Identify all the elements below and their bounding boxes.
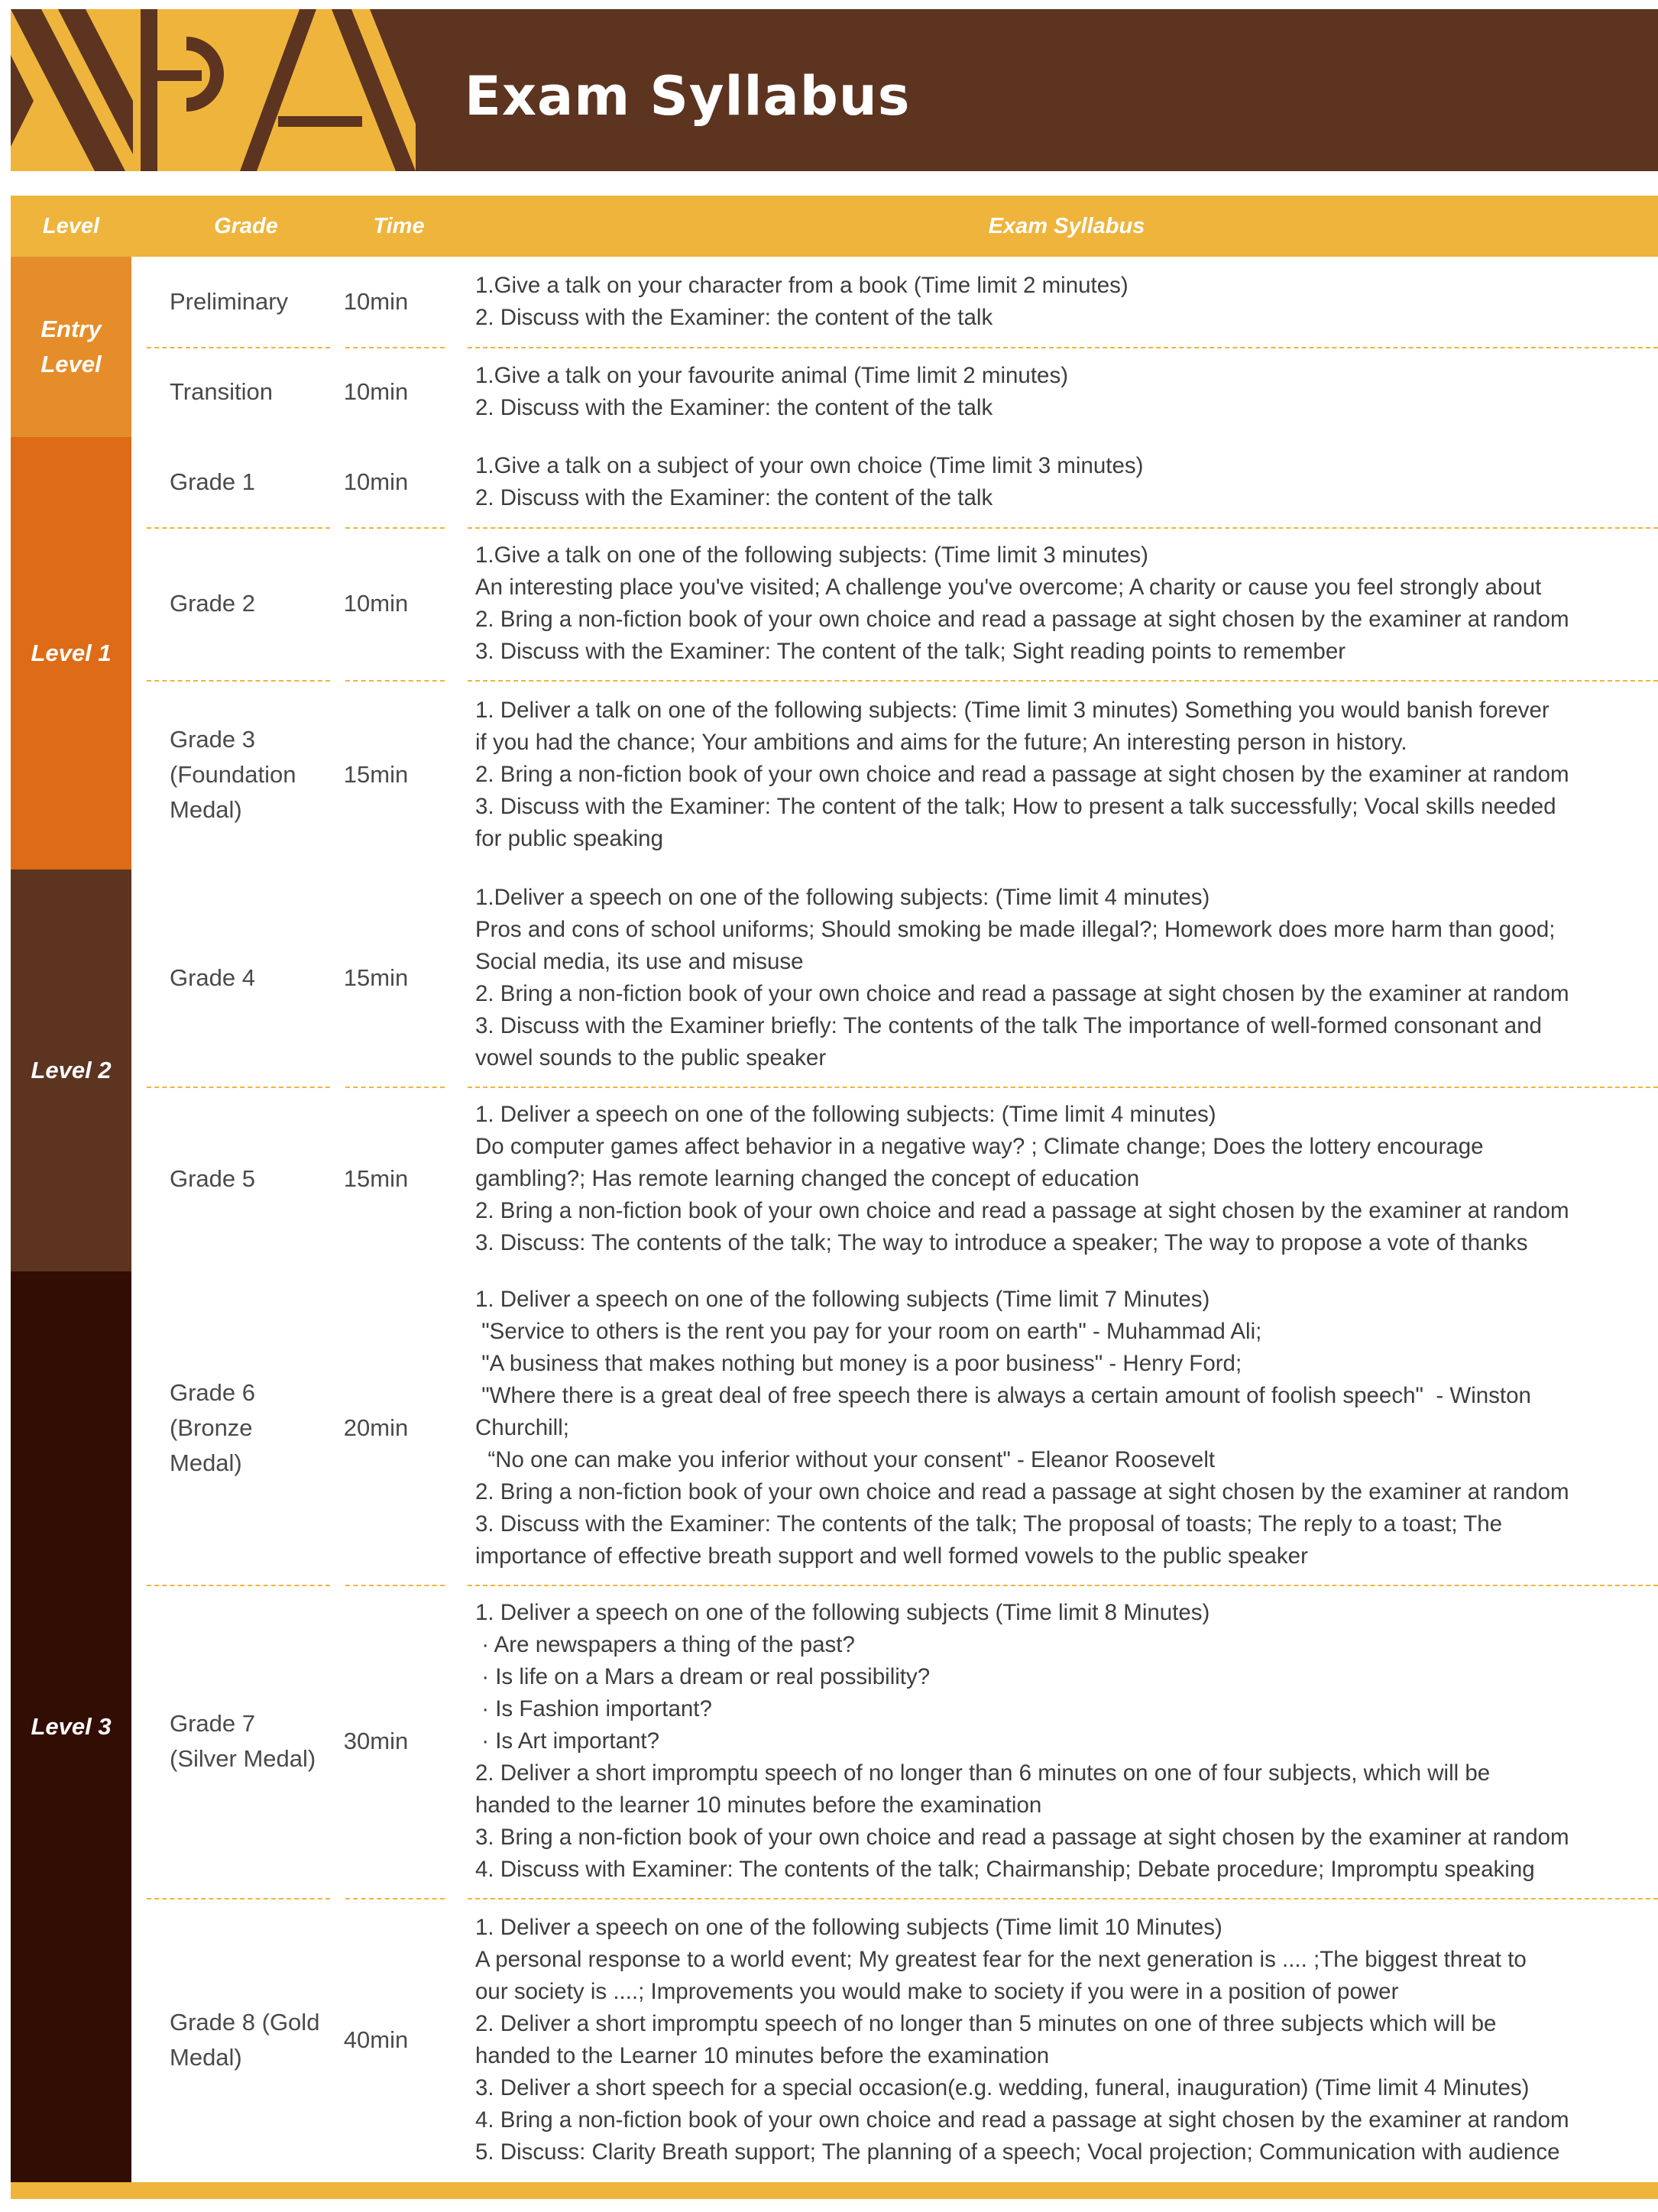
time-cell: 40min — [343, 2026, 409, 2053]
syllabus-line: handed to the Learner 10 minutes before the examination — [475, 2043, 1050, 2068]
syllabus-line: 3. Discuss with the Examiner: The content of the talk; Sight reading points to remember — [475, 639, 1346, 664]
grade-cell: Grade 2 — [170, 590, 256, 617]
syllabus-line: 3. Discuss with the Examiner: The contents of the talk; The proposal of toasts; The reply to a toast; The — [475, 1511, 1503, 1537]
level-label: Entry Level — [40, 316, 102, 377]
syllabus-line: · Is Fashion important? — [475, 1696, 712, 1721]
syllabus-cell — [475, 527, 1652, 680]
table-row — [131, 1585, 1658, 1898]
grade-cell: Grade 5 — [170, 1165, 256, 1192]
grade-cell: Grade 6 (Bronze Medal) — [170, 1379, 256, 1476]
level-label: Level 1 — [31, 640, 112, 666]
syllabus-line: if you had the chance; Your ambitions and aims for the future; An interesting person in history. — [475, 730, 1407, 755]
footer-bar — [11, 2182, 1658, 2199]
grade-cell: Grade 3 (Foundation Medal) — [170, 726, 296, 823]
syllabus-line: 2. Deliver a short impromptu speech of no longer than 6 minutes on one of four subjects, which will be — [475, 1760, 1491, 1786]
syllabus-line: Do computer games affect behavior in a negative way? ; Climate change; Does the lottery encourage — [475, 1134, 1484, 1159]
syllabus-line: 2. Discuss with the Examiner: the content of the talk — [475, 395, 993, 420]
syllabus-line: 3. Deliver a short speech for a special occasion(e.g. wedding, funeral, inauguration) (Time limit 4 Minutes) — [475, 2075, 1530, 2100]
page-title: Exam Syllabus — [465, 65, 911, 128]
table-header — [11, 196, 1658, 257]
time-cell: 15min — [343, 761, 409, 788]
time-cell: 10min — [343, 378, 409, 405]
syllabus-line: 2. Discuss with the Examiner: the content of the talk — [475, 485, 993, 510]
time-cell: 15min — [343, 964, 409, 991]
syllabus-line: "Service to others is the rent you pay for your room on earth" - Muhammad Ali; — [475, 1319, 1262, 1344]
syllabus-line: Social media, its use and misuse — [475, 949, 804, 974]
column-header-syllabus: Exam Syllabus — [988, 214, 1145, 238]
syllabus-line: 2. Bring a non-fiction book of your own choice and read a passage at sight chosen by the examiner at random — [475, 762, 1569, 787]
syllabus-line: 1.Deliver a speech on one of the following subjects: (Time limit 4 minutes) — [475, 885, 1210, 910]
syllabus-line: 1.Give a talk on your favourite animal (Time limit 2 minutes) — [475, 363, 1069, 388]
syllabus-line: 1. Deliver a talk on one of the following subjects: (Time limit 3 minutes) Something you would banish forever — [475, 698, 1550, 723]
syllabus-line: 2. Bring a non-fiction book of your own choice and read a passage at sight chosen by the examiner at random — [475, 607, 1569, 632]
level-cell-level-3 — [11, 1271, 131, 2182]
table-row — [131, 680, 1658, 870]
syllabus-line: 2. Bring a non-fiction book of your own choice and read a passage at sight chosen by the examiner at random — [475, 981, 1569, 1006]
syllabus-line: importance of effective breath support and well formed vowels to the public speaker — [475, 1543, 1308, 1569]
syllabus-line: 1. Deliver a speech on one of the following subjects: (Time limit 4 minutes) — [475, 1102, 1216, 1127]
syllabus-line: Pros and cons of school uniforms; Should smoking be made illegal?; Homework does more harm than good; — [475, 917, 1556, 942]
grade-cell: Grade 4 — [170, 964, 256, 991]
time-cell: 20min — [343, 1414, 409, 1441]
table-row — [131, 1087, 1658, 1271]
time-cell: 15min — [343, 1165, 409, 1192]
syllabus-line: our society is ....; Improvements you would make to society if you were in a position of power — [475, 1979, 1399, 2004]
syllabus-line: 4. Bring a non-fiction book of your own choice and read a passage at sight chosen by the examiner at random — [475, 2107, 1569, 2133]
grade-cell: Grade 7 (Silver Medal) — [170, 1710, 316, 1772]
level-cell-level-1 — [11, 437, 131, 870]
table-row — [131, 257, 1658, 347]
syllabus-line: Churchill; — [475, 1415, 569, 1440]
time-cell: 10min — [343, 468, 409, 495]
column-header-time: Time — [373, 214, 425, 238]
syllabus-line: gambling?; Has remote learning changed the concept of education — [475, 1166, 1140, 1191]
column-header-level: Level — [42, 214, 100, 238]
table-row — [131, 437, 1658, 527]
nea-logo-icon — [11, 9, 416, 171]
table-row — [131, 347, 1658, 437]
syllabus-line: · Are newspapers a thing of the past? — [475, 1632, 855, 1657]
level-cell-level-2 — [11, 870, 131, 1271]
table-row — [131, 527, 1658, 680]
syllabus-line: 3. Discuss with the Examiner: The content of the talk; How to present a talk successfully; Vocal skills needed — [475, 794, 1556, 819]
syllabus-line: 3. Bring a non-fiction book of your own choice and read a passage at sight chosen by the examiner at random — [475, 1825, 1569, 1850]
syllabus-line: "A business that makes nothing but money is a poor business" - Henry Ford; — [475, 1351, 1242, 1376]
syllabus-table — [11, 196, 1658, 2199]
syllabus-line: vowel sounds to the public speaker — [475, 1045, 827, 1070]
table-row — [131, 870, 1658, 1087]
table-row — [131, 1898, 1658, 2182]
syllabus-line: 2. Discuss with the Examiner: the content of the talk — [475, 305, 993, 330]
level-cell-entry — [11, 257, 131, 437]
syllabus-line: 4. Discuss with Examiner: The contents of the talk; Chairmanship; Debate procedure; Impromptu speaking — [475, 1857, 1535, 1882]
level-label: Level 2 — [31, 1057, 112, 1083]
syllabus-cell — [475, 680, 1652, 870]
syllabus-cell — [475, 1585, 1652, 1898]
syllabus-line: 2. Deliver a short impromptu speech of no longer than 5 minutes on one of three subjects which will be — [475, 2011, 1497, 2036]
time-cell: 30min — [343, 1728, 409, 1754]
syllabus-line: "Where there is a great deal of free speech there is always a certain amount of foolish speech" - Winston — [475, 1383, 1531, 1408]
grade-cell: Transition — [170, 378, 273, 405]
syllabus-cell — [475, 257, 1652, 347]
syllabus-cell — [475, 870, 1652, 1087]
table-row — [131, 1271, 1658, 1585]
grade-cell: Grade 1 — [170, 468, 256, 495]
time-cell: 10min — [343, 590, 409, 617]
syllabus-cell — [475, 347, 1652, 437]
level-label: Level 3 — [31, 1713, 112, 1740]
syllabus-line: · Is Art important? — [475, 1728, 660, 1754]
column-header-grade: Grade — [214, 214, 278, 238]
time-cell: 10min — [343, 288, 409, 315]
grade-cell: Preliminary — [170, 288, 289, 315]
syllabus-line: 1. Deliver a speech on one of the following subjects (Time limit 8 Minutes) — [475, 1600, 1210, 1625]
syllabus-line: “No one can make you inferior without your consent" - Eleanor Roosevelt — [475, 1447, 1216, 1472]
syllabus-line: 1.Give a talk on your character from a book (Time limit 2 minutes) — [475, 273, 1129, 298]
syllabus-line: · Is life on a Mars a dream or real possibility? — [475, 1664, 931, 1689]
syllabus-line: 3. Discuss with the Examiner briefly: The contents of the talk The importance of well-formed consonant and — [475, 1013, 1542, 1038]
syllabus-line: A personal response to a world event; My greatest fear for the next generation is .... ;The biggest threat to — [475, 1947, 1527, 1972]
syllabus-line: 2. Bring a non-fiction book of your own choice and read a passage at sight chosen by the examiner at random — [475, 1479, 1569, 1504]
grade-cell: Grade 8 (Gold Medal) — [170, 2009, 320, 2071]
syllabus-line: 1.Give a talk on one of the following subjects: (Time limit 3 minutes) — [475, 542, 1149, 568]
syllabus-cell — [475, 1087, 1652, 1271]
syllabus-line: 1. Deliver a speech on one of the following subjects (Time limit 7 Minutes) — [475, 1287, 1210, 1312]
syllabus-line: 2. Bring a non-fiction book of your own choice and read a passage at sight chosen by the examiner at random — [475, 1198, 1569, 1223]
syllabus-line: handed to the learner 10 minutes before the examination — [475, 1793, 1042, 1818]
syllabus-line: 1.Give a talk on a subject of your own choice (Time limit 3 minutes) — [475, 453, 1144, 478]
syllabus-line: 3. Discuss: The contents of the talk; The way to introduce a speaker; The way to propose a vote of thanks — [475, 1230, 1528, 1255]
syllabus-line: 5. Discuss: Clarity Breath support; The planning of a speech; Vocal projection; Communication with audience — [475, 2139, 1560, 2165]
syllabus-cell — [475, 437, 1652, 527]
syllabus-line: An interesting place you've visited; A challenge you've overcome; A charity or cause you feel strongly about — [475, 575, 1542, 600]
syllabus-line: for public speaking — [475, 826, 663, 851]
syllabus-line: 1. Deliver a speech on one of the following subjects (Time limit 10 Minutes) — [475, 1915, 1222, 1940]
syllabus-cell — [475, 1898, 1652, 2182]
syllabus-cell — [475, 1271, 1652, 1585]
